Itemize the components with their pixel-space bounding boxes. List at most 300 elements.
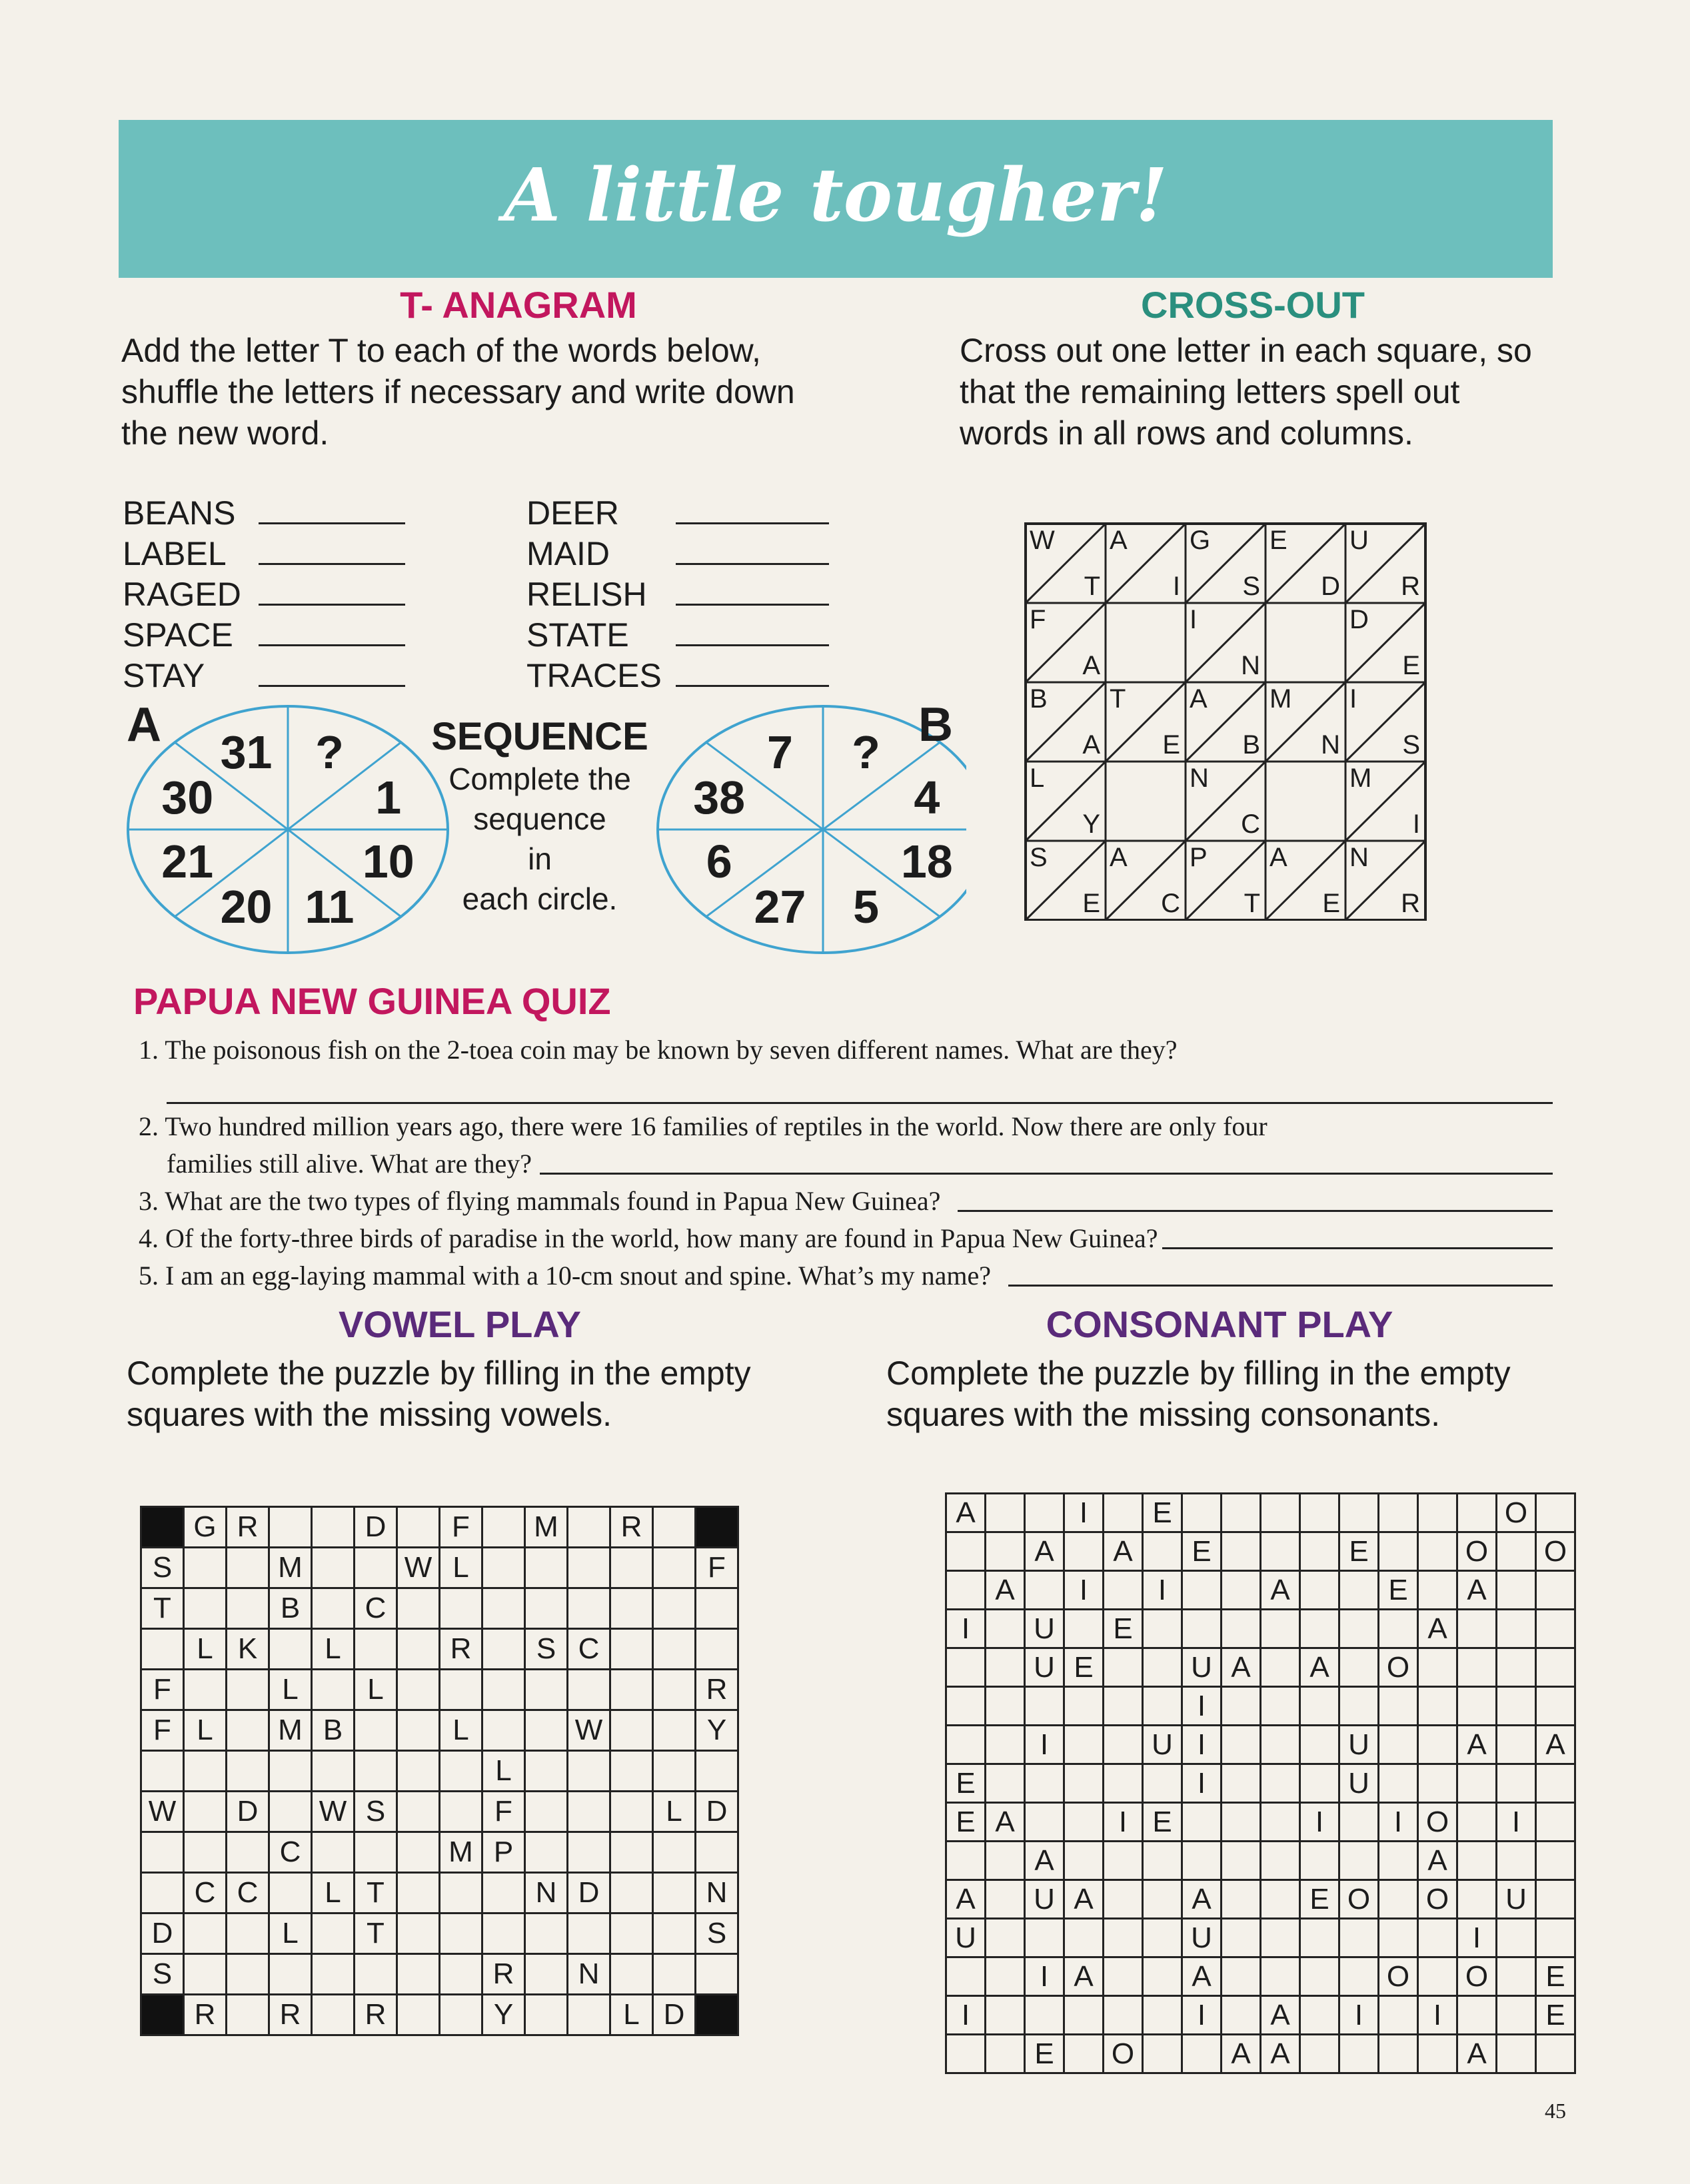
empty-square[interactable]: [440, 1913, 482, 1954]
cross-out-letter[interactable]: I: [1349, 684, 1357, 714]
empty-square[interactable]: [1182, 1842, 1222, 1880]
empty-square[interactable]: [1222, 1880, 1261, 1919]
empty-square[interactable]: [1064, 1726, 1104, 1764]
empty-square[interactable]: [269, 1873, 312, 1913]
empty-square[interactable]: [1222, 1610, 1261, 1648]
empty-square[interactable]: [1025, 1571, 1064, 1610]
empty-square[interactable]: [1261, 1648, 1300, 1687]
empty-square[interactable]: [1536, 1764, 1575, 1803]
empty-square[interactable]: [440, 1792, 482, 1832]
empty-square[interactable]: [1300, 2035, 1339, 2073]
empty-square[interactable]: [312, 1588, 355, 1629]
answer-line[interactable]: [676, 644, 829, 646]
empty-square[interactable]: [1379, 1880, 1418, 1919]
cross-out-letter[interactable]: F: [1030, 605, 1046, 634]
empty-square[interactable]: [1497, 1996, 1536, 2035]
empty-square[interactable]: [227, 1588, 269, 1629]
empty-square[interactable]: [1457, 1880, 1497, 1919]
empty-square[interactable]: [440, 1751, 482, 1792]
empty-square[interactable]: [355, 1548, 397, 1588]
cross-out-letter[interactable]: N: [1241, 651, 1260, 680]
empty-square[interactable]: [1300, 1532, 1339, 1571]
empty-square[interactable]: [1536, 1803, 1575, 1842]
cross-out-letter[interactable]: I: [1172, 572, 1180, 601]
cross-out-letter[interactable]: B: [1242, 730, 1260, 760]
empty-square[interactable]: [525, 1954, 568, 1995]
empty-square[interactable]: [1222, 1919, 1261, 1957]
cross-out-letter[interactable]: T: [1244, 889, 1260, 918]
empty-square[interactable]: [312, 1548, 355, 1588]
empty-square[interactable]: [397, 1954, 440, 1995]
empty-square[interactable]: [1379, 1726, 1418, 1764]
empty-square[interactable]: [1339, 1803, 1379, 1842]
empty-square[interactable]: [1497, 1764, 1536, 1803]
empty-square[interactable]: [525, 1670, 568, 1710]
cross-out-letter[interactable]: N: [1190, 764, 1209, 793]
cross-out-letter[interactable]: D: [1321, 572, 1340, 601]
empty-square[interactable]: [1104, 1996, 1143, 2035]
empty-square[interactable]: [1300, 1842, 1339, 1880]
empty-square[interactable]: [184, 1832, 227, 1873]
empty-square[interactable]: [1143, 1919, 1182, 1957]
empty-square[interactable]: [946, 1648, 986, 1687]
empty-square[interactable]: [312, 1832, 355, 1873]
empty-square[interactable]: [1497, 1571, 1536, 1610]
empty-square[interactable]: [1143, 1996, 1182, 2035]
empty-square[interactable]: [610, 1710, 653, 1751]
empty-square[interactable]: [653, 1507, 696, 1548]
empty-square[interactable]: [1104, 1571, 1143, 1610]
empty-square[interactable]: [1143, 2035, 1182, 2073]
empty-square[interactable]: [482, 1507, 525, 1548]
cross-out-letter[interactable]: W: [1030, 526, 1055, 555]
empty-square[interactable]: [269, 1792, 312, 1832]
empty-square[interactable]: [1222, 1996, 1261, 2035]
empty-square[interactable]: [355, 1832, 397, 1873]
empty-square[interactable]: [946, 1957, 986, 1996]
quiz-answer-line[interactable]: [958, 1210, 1553, 1212]
cross-out-letter[interactable]: S: [1030, 843, 1048, 872]
empty-square[interactable]: [141, 1832, 184, 1873]
empty-square[interactable]: [568, 1913, 610, 1954]
empty-square[interactable]: [1379, 1919, 1418, 1957]
empty-square[interactable]: [1143, 1842, 1182, 1880]
empty-square[interactable]: [141, 1873, 184, 1913]
empty-square[interactable]: [1457, 1764, 1497, 1803]
empty-square[interactable]: [610, 1832, 653, 1873]
empty-square[interactable]: [1497, 1532, 1536, 1571]
empty-square[interactable]: [1143, 1880, 1182, 1919]
empty-square[interactable]: [653, 1873, 696, 1913]
cross-out-letter[interactable]: E: [1162, 730, 1180, 760]
cross-out-letter[interactable]: T: [1110, 684, 1126, 714]
cross-out-letter[interactable]: G: [1190, 526, 1211, 555]
empty-square[interactable]: [397, 1832, 440, 1873]
empty-square[interactable]: [312, 1507, 355, 1548]
empty-square[interactable]: [1536, 1880, 1575, 1919]
cross-out-letter[interactable]: Y: [1082, 810, 1100, 839]
cross-out-letter[interactable]: I: [1412, 810, 1420, 839]
empty-square[interactable]: [1300, 1996, 1339, 2035]
empty-square[interactable]: [1418, 1532, 1457, 1571]
empty-square[interactable]: [1300, 1610, 1339, 1648]
empty-square[interactable]: [653, 1629, 696, 1670]
empty-square[interactable]: [1261, 1532, 1300, 1571]
empty-square[interactable]: [986, 1494, 1025, 1532]
empty-square[interactable]: [653, 1751, 696, 1792]
empty-square[interactable]: [184, 1548, 227, 1588]
empty-square[interactable]: [1457, 1842, 1497, 1880]
empty-square[interactable]: [986, 1764, 1025, 1803]
empty-square[interactable]: [696, 1832, 738, 1873]
empty-square[interactable]: [227, 1832, 269, 1873]
empty-square[interactable]: [184, 1588, 227, 1629]
empty-square[interactable]: [1300, 1919, 1339, 1957]
empty-square[interactable]: [312, 1670, 355, 1710]
empty-square[interactable]: [1300, 1726, 1339, 1764]
empty-square[interactable]: [1339, 1687, 1379, 1726]
empty-square[interactable]: [1457, 1996, 1497, 2035]
empty-square[interactable]: [1025, 1996, 1064, 2035]
empty-square[interactable]: [1457, 1610, 1497, 1648]
empty-square[interactable]: [1025, 1764, 1064, 1803]
empty-square[interactable]: [1339, 1494, 1379, 1532]
empty-square[interactable]: [184, 1792, 227, 1832]
cross-out-letter[interactable]: A: [1082, 730, 1100, 760]
empty-square[interactable]: [1104, 1957, 1143, 1996]
empty-square[interactable]: [1536, 1842, 1575, 1880]
empty-square[interactable]: [1182, 1571, 1222, 1610]
empty-square[interactable]: [653, 1710, 696, 1751]
empty-square[interactable]: [482, 1588, 525, 1629]
empty-square[interactable]: [1339, 1648, 1379, 1687]
empty-square[interactable]: [986, 1957, 1025, 1996]
empty-square[interactable]: [610, 1548, 653, 1588]
empty-square[interactable]: [1457, 1803, 1497, 1842]
empty-square[interactable]: [568, 1507, 610, 1548]
cross-out-letter[interactable]: D: [1349, 605, 1369, 634]
empty-square[interactable]: [1261, 1919, 1300, 1957]
empty-square[interactable]: [1418, 1494, 1457, 1532]
empty-square[interactable]: [355, 1710, 397, 1751]
empty-square[interactable]: [986, 1919, 1025, 1957]
empty-square[interactable]: [1104, 1764, 1143, 1803]
answer-line[interactable]: [676, 685, 829, 687]
empty-square[interactable]: [653, 1548, 696, 1588]
empty-square[interactable]: [1143, 1687, 1182, 1726]
empty-square[interactable]: [1418, 1648, 1457, 1687]
empty-square[interactable]: [227, 1710, 269, 1751]
empty-square[interactable]: [1064, 1919, 1104, 1957]
empty-square[interactable]: [1300, 1687, 1339, 1726]
empty-square[interactable]: [1536, 1610, 1575, 1648]
quiz-answer-line[interactable]: [1162, 1247, 1553, 1249]
answer-line[interactable]: [676, 604, 829, 606]
empty-square[interactable]: [1222, 1957, 1261, 1996]
empty-square[interactable]: [1536, 1687, 1575, 1726]
cross-out-letter[interactable]: A: [1110, 843, 1128, 872]
empty-square[interactable]: [227, 1954, 269, 1995]
empty-square[interactable]: [946, 1571, 986, 1610]
empty-square[interactable]: [610, 1873, 653, 1913]
empty-square[interactable]: [1261, 1687, 1300, 1726]
empty-square[interactable]: [1497, 1610, 1536, 1648]
empty-square[interactable]: [397, 1670, 440, 1710]
empty-square[interactable]: [653, 1913, 696, 1954]
empty-square[interactable]: [440, 1588, 482, 1629]
cross-out-letter[interactable]: E: [1322, 889, 1340, 918]
empty-square[interactable]: [986, 1842, 1025, 1880]
empty-square[interactable]: [525, 1995, 568, 2035]
empty-square[interactable]: [1300, 1957, 1339, 1996]
empty-square[interactable]: [397, 1913, 440, 1954]
answer-line[interactable]: [259, 522, 405, 524]
empty-square[interactable]: [1261, 1957, 1300, 1996]
cross-out-letter[interactable]: T: [1084, 572, 1100, 601]
empty-square[interactable]: [1182, 1610, 1222, 1648]
empty-square[interactable]: [141, 1751, 184, 1792]
empty-square[interactable]: [1418, 1957, 1457, 1996]
empty-square[interactable]: [1457, 1648, 1497, 1687]
empty-square[interactable]: [440, 1954, 482, 1995]
empty-square[interactable]: [482, 1629, 525, 1670]
empty-square[interactable]: [525, 1588, 568, 1629]
cross-out-letter[interactable]: A: [1082, 651, 1100, 680]
empty-square[interactable]: [1379, 1532, 1418, 1571]
empty-square[interactable]: [696, 1751, 738, 1792]
empty-square[interactable]: [397, 1629, 440, 1670]
empty-square[interactable]: [1104, 1842, 1143, 1880]
empty-square[interactable]: [610, 1751, 653, 1792]
empty-square[interactable]: [610, 1913, 653, 1954]
empty-square[interactable]: [1104, 1726, 1143, 1764]
empty-square[interactable]: [568, 1548, 610, 1588]
empty-square[interactable]: [482, 1913, 525, 1954]
empty-square[interactable]: [1222, 1571, 1261, 1610]
cross-out-letter[interactable]: U: [1349, 526, 1369, 555]
empty-square[interactable]: [269, 1954, 312, 1995]
empty-square[interactable]: [397, 1995, 440, 2035]
empty-square[interactable]: [440, 1873, 482, 1913]
cross-out-letter[interactable]: A: [1269, 843, 1287, 872]
empty-square[interactable]: [1418, 1919, 1457, 1957]
empty-square[interactable]: [1339, 1957, 1379, 1996]
cross-out-letter[interactable]: E: [1082, 889, 1100, 918]
empty-square[interactable]: [986, 1610, 1025, 1648]
empty-square[interactable]: [1064, 1610, 1104, 1648]
empty-square[interactable]: [1222, 1494, 1261, 1532]
empty-square[interactable]: [525, 1548, 568, 1588]
empty-square[interactable]: [227, 1670, 269, 1710]
empty-square[interactable]: [1104, 1919, 1143, 1957]
empty-square[interactable]: [946, 1687, 986, 1726]
empty-square[interactable]: [312, 1751, 355, 1792]
answer-line[interactable]: [259, 644, 405, 646]
empty-square[interactable]: [525, 1751, 568, 1792]
empty-square[interactable]: [482, 1670, 525, 1710]
empty-square[interactable]: [1025, 1494, 1064, 1532]
empty-square[interactable]: [525, 1792, 568, 1832]
empty-square[interactable]: [1143, 1648, 1182, 1687]
answer-line[interactable]: [259, 685, 405, 687]
empty-square[interactable]: [1339, 1919, 1379, 1957]
empty-square[interactable]: [1064, 1764, 1104, 1803]
empty-square[interactable]: [653, 1588, 696, 1629]
empty-square[interactable]: [1222, 1726, 1261, 1764]
empty-square[interactable]: [1222, 1803, 1261, 1842]
cross-out-letter[interactable]: N: [1349, 843, 1369, 872]
empty-square[interactable]: [1025, 1803, 1064, 1842]
empty-square[interactable]: [312, 1995, 355, 2035]
cross-out-letter[interactable]: R: [1401, 572, 1420, 601]
empty-square[interactable]: [946, 1842, 986, 1880]
empty-square[interactable]: [986, 1880, 1025, 1919]
empty-square[interactable]: [1379, 1494, 1418, 1532]
empty-square[interactable]: [986, 1996, 1025, 2035]
empty-square[interactable]: [1339, 1610, 1379, 1648]
empty-square[interactable]: [1143, 1764, 1182, 1803]
empty-square[interactable]: [1261, 1494, 1300, 1532]
empty-square[interactable]: [1025, 1919, 1064, 1957]
empty-square[interactable]: [653, 1670, 696, 1710]
empty-square[interactable]: [986, 2035, 1025, 2073]
empty-square[interactable]: [1418, 1764, 1457, 1803]
empty-square[interactable]: [1064, 1996, 1104, 2035]
empty-square[interactable]: [227, 1548, 269, 1588]
empty-square[interactable]: [184, 1954, 227, 1995]
empty-square[interactable]: [1418, 1687, 1457, 1726]
empty-square[interactable]: [568, 1751, 610, 1792]
empty-square[interactable]: [1104, 1648, 1143, 1687]
empty-square[interactable]: [1300, 1571, 1339, 1610]
empty-square[interactable]: [397, 1507, 440, 1548]
empty-square[interactable]: [610, 1954, 653, 1995]
cross-out-letter[interactable]: E: [1402, 651, 1420, 680]
cross-out-letter[interactable]: A: [1190, 684, 1208, 714]
empty-square[interactable]: [696, 1954, 738, 1995]
empty-square[interactable]: [1418, 1571, 1457, 1610]
empty-square[interactable]: [1379, 1842, 1418, 1880]
empty-square[interactable]: [1182, 2035, 1222, 2073]
empty-square[interactable]: [227, 1995, 269, 2035]
cross-out-letter[interactable]: S: [1242, 572, 1260, 601]
empty-square[interactable]: [1379, 1764, 1418, 1803]
cross-out-letter[interactable]: L: [1030, 764, 1045, 793]
empty-square[interactable]: [1222, 1687, 1261, 1726]
quiz-answer-line[interactable]: [1008, 1285, 1553, 1287]
empty-square[interactable]: [1339, 1842, 1379, 1880]
empty-square[interactable]: [397, 1873, 440, 1913]
empty-square[interactable]: [1339, 1571, 1379, 1610]
empty-square[interactable]: [440, 1670, 482, 1710]
empty-square[interactable]: [1536, 1648, 1575, 1687]
empty-square[interactable]: [1064, 2035, 1104, 2073]
empty-square[interactable]: [141, 1629, 184, 1670]
empty-square[interactable]: [653, 1954, 696, 1995]
empty-square[interactable]: [610, 1629, 653, 1670]
empty-square[interactable]: [946, 1532, 986, 1571]
empty-square[interactable]: [1497, 2035, 1536, 2073]
empty-square[interactable]: [1418, 1726, 1457, 1764]
answer-line[interactable]: [676, 563, 829, 565]
empty-square[interactable]: [1222, 1532, 1261, 1571]
empty-square[interactable]: [610, 1670, 653, 1710]
empty-square[interactable]: [1497, 1648, 1536, 1687]
empty-square[interactable]: [1379, 2035, 1418, 2073]
empty-square[interactable]: [1536, 1571, 1575, 1610]
empty-square[interactable]: [227, 1751, 269, 1792]
empty-square[interactable]: [1261, 1764, 1300, 1803]
quiz-answer-line[interactable]: [167, 1069, 1553, 1104]
empty-square[interactable]: [1536, 1919, 1575, 1957]
empty-square[interactable]: [1536, 2035, 1575, 2073]
empty-square[interactable]: [1261, 1842, 1300, 1880]
empty-square[interactable]: [568, 1792, 610, 1832]
empty-square[interactable]: [1182, 1803, 1222, 1842]
empty-square[interactable]: [1497, 1919, 1536, 1957]
empty-square[interactable]: [482, 1710, 525, 1751]
empty-square[interactable]: [1025, 1687, 1064, 1726]
empty-square[interactable]: [184, 1913, 227, 1954]
empty-square[interactable]: [568, 1588, 610, 1629]
empty-square[interactable]: [269, 1507, 312, 1548]
empty-square[interactable]: [355, 1954, 397, 1995]
empty-square[interactable]: [1143, 1610, 1182, 1648]
cross-out-letter[interactable]: M: [1349, 764, 1372, 793]
empty-square[interactable]: [397, 1710, 440, 1751]
empty-square[interactable]: [1418, 2035, 1457, 2073]
empty-square[interactable]: [184, 1751, 227, 1792]
empty-square[interactable]: [1143, 1532, 1182, 1571]
cross-out-letter[interactable]: C: [1161, 889, 1180, 918]
empty-square[interactable]: [986, 1726, 1025, 1764]
empty-square[interactable]: [525, 1913, 568, 1954]
empty-square[interactable]: [610, 1588, 653, 1629]
empty-square[interactable]: [397, 1751, 440, 1792]
empty-square[interactable]: [355, 1629, 397, 1670]
empty-square[interactable]: [312, 1913, 355, 1954]
empty-square[interactable]: [1064, 1842, 1104, 1880]
empty-square[interactable]: [986, 1687, 1025, 1726]
empty-square[interactable]: [1457, 1494, 1497, 1532]
empty-square[interactable]: [1261, 1726, 1300, 1764]
empty-square[interactable]: [1300, 1494, 1339, 1532]
empty-square[interactable]: [227, 1913, 269, 1954]
empty-square[interactable]: [440, 1995, 482, 2035]
empty-square[interactable]: [1339, 2035, 1379, 2073]
empty-square[interactable]: [1379, 1996, 1418, 2035]
empty-square[interactable]: [1261, 1803, 1300, 1842]
empty-square[interactable]: [696, 1588, 738, 1629]
empty-square[interactable]: [184, 1670, 227, 1710]
empty-square[interactable]: [1222, 1842, 1261, 1880]
cross-out-letter[interactable]: S: [1402, 730, 1420, 760]
cross-out-letter[interactable]: A: [1110, 526, 1128, 555]
empty-square[interactable]: [610, 1792, 653, 1832]
cross-out-letter[interactable]: R: [1401, 889, 1420, 918]
empty-square[interactable]: [946, 1726, 986, 1764]
empty-square[interactable]: [1182, 1494, 1222, 1532]
cross-out-letter[interactable]: B: [1030, 684, 1048, 714]
empty-square[interactable]: [1064, 1803, 1104, 1842]
empty-square[interactable]: [1104, 1687, 1143, 1726]
empty-square[interactable]: [986, 1648, 1025, 1687]
empty-square[interactable]: [1457, 1687, 1497, 1726]
empty-square[interactable]: [355, 1751, 397, 1792]
empty-square[interactable]: [269, 1629, 312, 1670]
empty-square[interactable]: [482, 1873, 525, 1913]
cross-out-letter[interactable]: M: [1269, 684, 1292, 714]
